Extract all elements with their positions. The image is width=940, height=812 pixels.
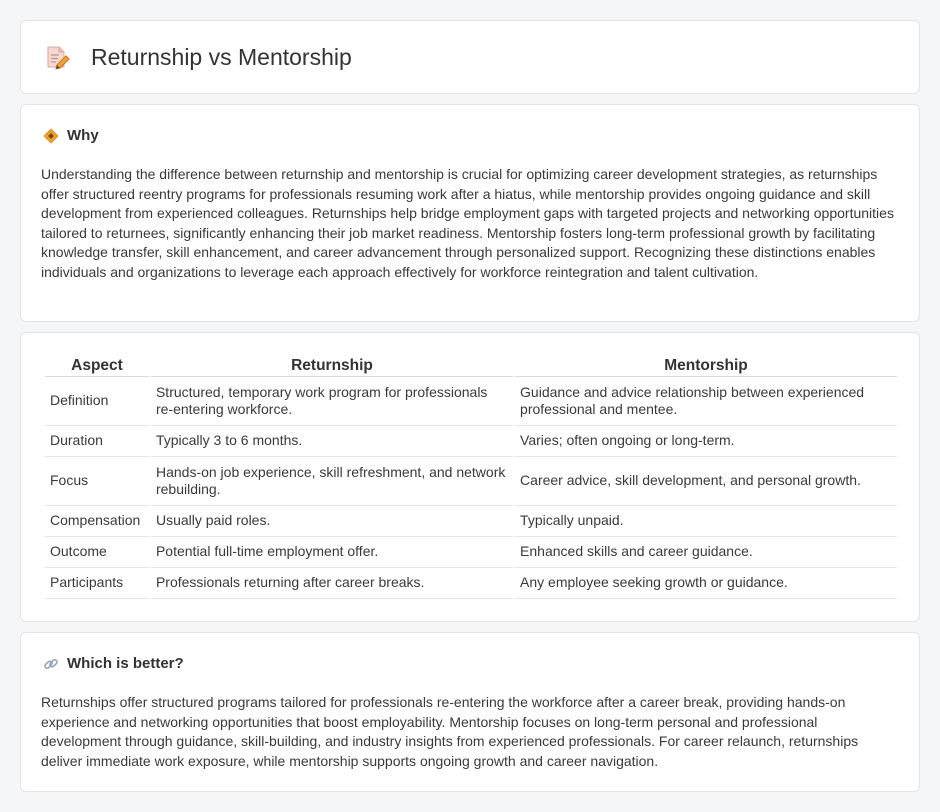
cell-aspect: Focus bbox=[45, 457, 149, 506]
link-icon bbox=[43, 656, 59, 672]
table-row bbox=[45, 506, 897, 537]
cell-mentorship: Any employee seeking growth or guidance. bbox=[515, 568, 897, 599]
comparison-table-card bbox=[20, 332, 920, 622]
cell-mentorship: Enhanced skills and career guidance. bbox=[515, 537, 897, 568]
header-returnship: Returnship bbox=[151, 353, 513, 377]
cell-mentorship: Typically unpaid. bbox=[515, 506, 897, 537]
cell-returnship: Professionals returning after career breaks. bbox=[151, 568, 513, 599]
table-row bbox=[45, 457, 897, 506]
cell-aspect: Definition bbox=[45, 377, 149, 426]
cell-mentorship: Career advice, skill development, and personal growth. bbox=[515, 457, 897, 506]
better-heading: Which is better? bbox=[67, 655, 184, 672]
cell-mentorship: Guidance and advice relationship between experienced professional and mentee. bbox=[515, 377, 897, 426]
cell-aspect: Outcome bbox=[45, 537, 149, 568]
page-header bbox=[45, 43, 352, 71]
header-aspect: Aspect bbox=[45, 353, 149, 377]
table-row bbox=[45, 568, 897, 599]
cell-aspect: Participants bbox=[45, 568, 149, 599]
cell-returnship: Hands-on job experience, skill refreshment, and network rebuilding. bbox=[151, 457, 513, 506]
cell-aspect: Duration bbox=[45, 426, 149, 457]
cell-aspect: Compensation bbox=[45, 506, 149, 537]
comparison-table bbox=[43, 353, 899, 599]
diamond-icon bbox=[43, 128, 59, 144]
why-heading: Why bbox=[67, 127, 99, 144]
table-row bbox=[45, 537, 897, 568]
why-heading-row bbox=[43, 127, 99, 144]
header-card bbox=[20, 20, 920, 94]
cell-returnship: Potential full-time employment offer. bbox=[151, 537, 513, 568]
better-heading-row bbox=[43, 655, 184, 672]
better-paragraph: Returnships offer structured programs tailored for professionals re-entering the workforce after a career break, providing hands-on experience and networking opportunities that boost employability. Mentorship focuses on long-term personal and professional development through guidance, skill-building, and industry insights from experienced professionals. For career relaunch, returnships deliver immediate work exposure, while mentorship supports ongoing growth and career navigation. bbox=[41, 694, 859, 769]
header-mentorship: Mentorship bbox=[515, 353, 897, 377]
table-header-row bbox=[45, 353, 897, 377]
page-title: Returnship vs Mentorship bbox=[91, 43, 352, 70]
which-is-better-section bbox=[20, 632, 920, 792]
cell-returnship: Typically 3 to 6 months. bbox=[151, 426, 513, 457]
cell-returnship: Usually paid roles. bbox=[151, 506, 513, 537]
why-paragraph: Understanding the difference between returnship and mentorship is crucial for optimizing career development strategies, as returnships offer structured reentry programs for professionals resuming work after a hiatus, while mentorship provides ongoing guidance and skill development from experienced colleagues. Returnships help bridge employment gaps with targeted projects and networking opportunities tailored to returnees, significantly enhancing their job market readiness. Mentorship fosters long-term professional growth by facilitating knowledge transfer, skill enhancement, and career advancement through personalized support. Recognizing these distinctions enables individuals and organizations to leverage each approach effectively for workforce reintegration and talent cultivation. bbox=[41, 166, 894, 280]
table-row bbox=[45, 426, 897, 457]
document-pencil-icon bbox=[45, 43, 71, 71]
cell-returnship: Structured, temporary work program for professionals re-entering workforce. bbox=[151, 377, 513, 426]
cell-mentorship: Varies; often ongoing or long-term. bbox=[515, 426, 897, 457]
table-row bbox=[45, 377, 897, 426]
why-section bbox=[20, 104, 920, 322]
